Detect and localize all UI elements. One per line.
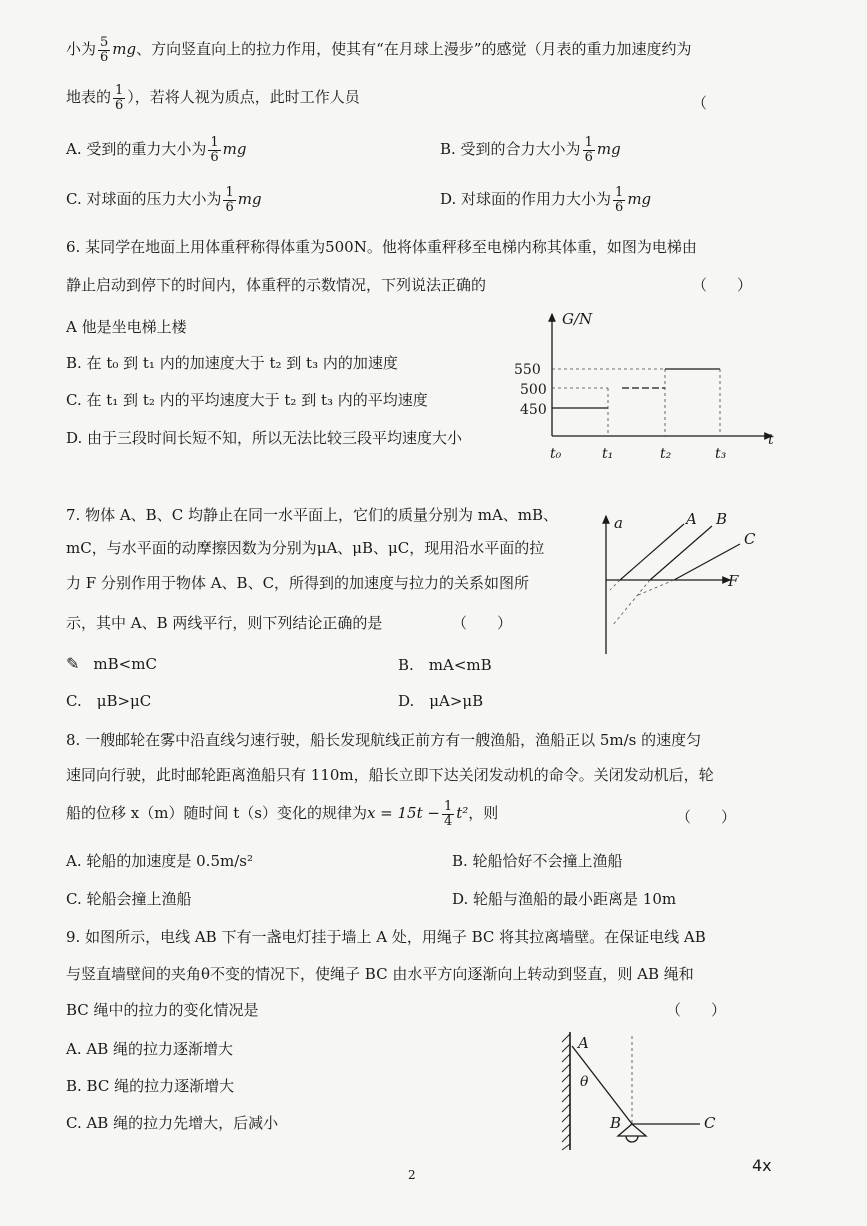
q7-answer-paren: （ ） xyxy=(452,614,513,632)
q9-line1: 9. 如图所示，电线 AB 下有一盏电灯挂于墙上 A 处，用绳子 BC 将其拉离墙壁。在保证电线 AB xyxy=(66,928,706,946)
line-b-extension xyxy=(612,580,650,626)
q7-line3: 力 F 分别作用于物体 A、B、C，所得到的加速度与拉力的关系如图所 xyxy=(66,574,530,592)
handwritten-note: 4x xyxy=(752,1156,772,1175)
q6-option-b[interactable]: B. 在 t₀ 到 t₁ 内的加速度大于 t₂ 到 t₃ 内的加速度 xyxy=(66,354,398,372)
x-tick-t3: t₃ xyxy=(715,446,727,462)
x-tick-t2: t₂ xyxy=(660,446,672,462)
q8-line3: 船的位移 x（m）随时间 t（s）变化的规律为x = 15t − $\frac{1}{4}$ t²，则 xyxy=(66,799,499,829)
q7-option-b[interactable]: B. mA<mB xyxy=(398,656,492,674)
q8-option-c[interactable]: C. 轮船会撞上渔船 xyxy=(66,890,192,908)
q5-line1: 小为 $\frac{5}{6}$ mg、方向竖直向上的拉力作用，使其有“在月球上漫步”的感觉（月表的重力加速度约为 xyxy=(66,35,692,65)
q8-line1: 8. 一艘邮轮在雾中沿直线匀速行驶，船长发现航线正前方有一艘渔船，渔船正以 5m/s 的速度匀 xyxy=(66,731,702,749)
q8-answer-paren: （ ） xyxy=(676,808,737,826)
y-axis-label: G/N xyxy=(562,310,593,328)
q8-line2: 速同向行驶，此时邮轮距离渔船只有 110m，船长立即下达关闭发动机的命令。关闭发动机后，轮 xyxy=(66,766,714,784)
pen-mark-icon: ✎ xyxy=(66,654,80,673)
q7-line2: mC，与水平面的动摩擦因数为分别为μA、μB、μC，现用沿水平面的拉 xyxy=(66,539,545,557)
q5-option-a[interactable]: A. 受到的重力大小为 $\frac{1}{6}$ mg xyxy=(66,135,247,165)
q9-lamp-diagram xyxy=(552,1026,732,1156)
q5-option-d[interactable]: D. 对球面的作用力大小为 $\frac{1}{6}$ mg xyxy=(440,185,652,215)
q6-option-d[interactable]: D. 由于三段时间长短不知，所以无法比较三段平均速度大小 xyxy=(66,429,463,447)
q6-answer-paren: （ ） xyxy=(692,276,753,294)
page-number: 2 xyxy=(408,1168,416,1182)
x-axis-label: t xyxy=(768,432,774,448)
q7-option-a[interactable]: ✎ mB<mC xyxy=(66,654,157,673)
q8-option-d[interactable]: D. 轮船与渔船的最小距离是 10m xyxy=(452,890,677,908)
q9-line3: BC 绳中的拉力的变化情况是 xyxy=(66,1001,259,1019)
q7-option-c[interactable]: C. μB>μC xyxy=(66,692,152,710)
q8-option-b[interactable]: B. 轮船恰好不会撞上渔船 xyxy=(452,852,623,870)
q6-weight-chart xyxy=(510,306,780,466)
q7-acceleration-diagram xyxy=(590,508,770,660)
q7-line1: 7. 物体 A、B、C 均静止在同一水平面上，它们的质量分别为 mA、mB、 xyxy=(66,506,559,524)
a-axis-label: a xyxy=(614,514,623,532)
q8-equation: x = 15t − xyxy=(366,804,440,823)
q5-line2: 地表的 $\frac{1}{6}$ ），若将人视为质点，此时工作人员 xyxy=(66,83,360,113)
q7-line4: 示，其中 A、B 两线平行，则下列结论正确的是 xyxy=(66,614,383,632)
q6-line1: 6. 某同学在地面上用体重秤称得体重为500N。他将体重秤移至电梯内称其体重，如图为电梯由 xyxy=(66,238,697,256)
lamp-shade-icon xyxy=(618,1124,646,1136)
q9-option-a[interactable]: A. AB 绳的拉力逐渐增大 xyxy=(66,1040,233,1058)
label-b: B xyxy=(716,510,728,528)
label-c: C xyxy=(704,1114,716,1132)
label-a: A xyxy=(686,510,697,528)
wall-hatching xyxy=(562,1034,570,1150)
q9-answer-paren: （ ） xyxy=(666,1001,727,1019)
line-a-extension xyxy=(610,580,620,590)
q5-option-b[interactable]: B. 受到的合力大小为 $\frac{1}{6}$ mg xyxy=(440,135,621,165)
y-tick-500: 500 xyxy=(520,382,547,398)
x-tick-t1: t₁ xyxy=(602,446,614,462)
label-c: C xyxy=(744,530,756,548)
q8-option-a[interactable]: A. 轮船的加速度是 0.5m/s² xyxy=(66,852,253,870)
fraction-5-6: $\frac{5}{6}$ xyxy=(100,35,109,65)
lamp-bulb-icon xyxy=(626,1136,638,1142)
x-tick-t0: t₀ xyxy=(550,446,562,462)
q9-line2: 与竖直墙壁间的夹角θ不变的情况下，使绳子 BC 由水平方向逐渐向上转动到竖直，则 AB 绳和 xyxy=(66,965,694,983)
y-tick-450: 450 xyxy=(520,402,547,418)
q6-line2: 静止启动到停下的时间内，体重秤的示数情况，下列说法正确的 xyxy=(66,276,487,294)
q9-option-b[interactable]: B. BC 绳的拉力逐渐增大 xyxy=(66,1077,235,1095)
fraction-1-6: $\frac{1}{6}$ xyxy=(115,83,124,113)
line-a xyxy=(620,524,684,580)
label-a: A xyxy=(578,1034,589,1052)
q5-answer-paren: （ xyxy=(692,94,708,112)
y-tick-550: 550 xyxy=(514,362,541,378)
q7-option-d[interactable]: D. μA>μB xyxy=(398,692,484,710)
line-c-extension xyxy=(636,580,674,596)
label-theta: θ xyxy=(580,1074,589,1090)
q5-option-c[interactable]: C. 对球面的压力大小为 $\frac{1}{6}$ mg xyxy=(66,185,262,215)
line-b xyxy=(650,526,712,580)
q6-option-c[interactable]: C. 在 t₁ 到 t₂ 内的平均速度大于 t₂ 到 t₃ 内的平均速度 xyxy=(66,391,428,409)
q6-option-a[interactable]: A 他是坐电梯上楼 xyxy=(66,318,187,336)
q9-option-c[interactable]: C. AB 绳的拉力先增大，后减小 xyxy=(66,1114,279,1132)
label-b: B xyxy=(610,1114,622,1132)
f-axis-label: F xyxy=(728,572,739,590)
